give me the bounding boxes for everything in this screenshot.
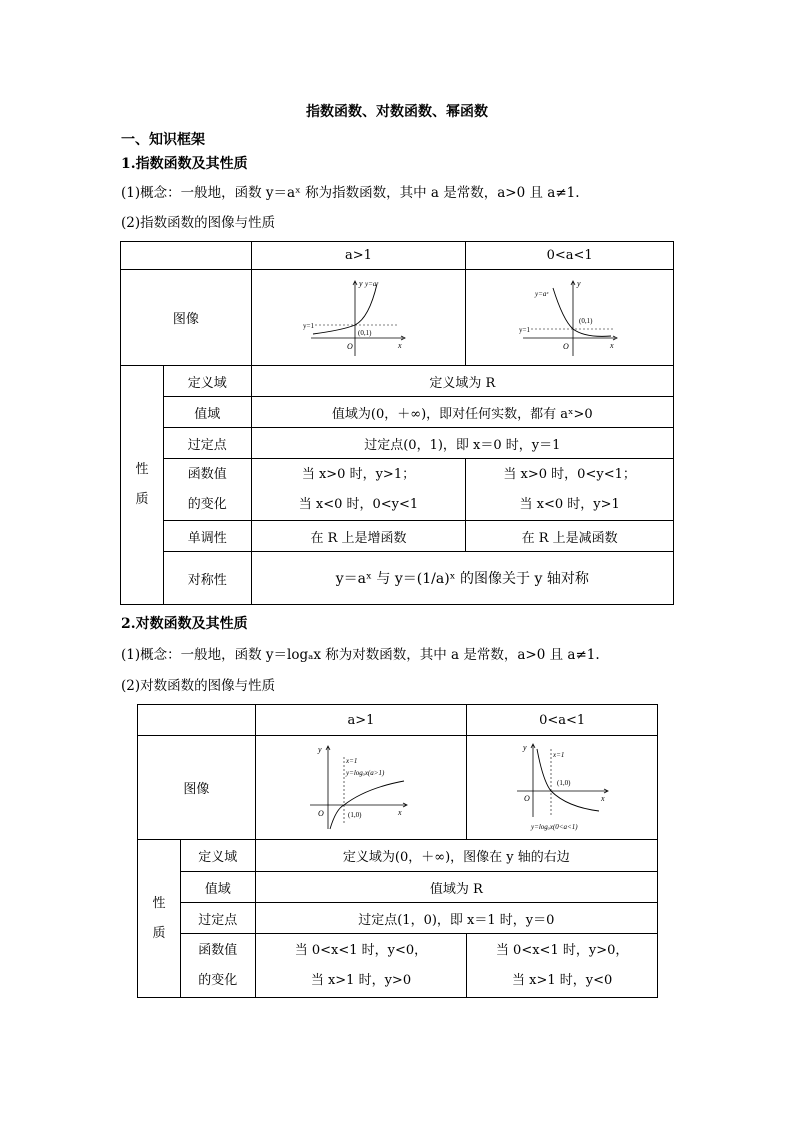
curve-label: y=aˣ — [534, 289, 548, 298]
properties-group-label: 性 质 — [138, 840, 181, 998]
origin-label: O — [317, 808, 324, 818]
exp-graph-a-lt-1-cell — [466, 270, 674, 366]
page-title: 指数函数、对数函数、幂函数 — [306, 104, 488, 120]
domain-value: 定义域为(0，＋∞)，图像在 y 轴的右边 — [255, 840, 657, 872]
origin-label: O — [562, 341, 569, 351]
range-value: 值域为(0，＋∞)，即对任何实数，都有 aˣ>0 — [251, 397, 673, 428]
header-empty-cell — [138, 705, 256, 736]
value-change-label: 函数值 的变化 — [163, 459, 251, 521]
value-change-a-gt-1: 当 0<x<1 时，y<0， 当 x>1 时，y>0 — [255, 934, 467, 998]
fixed-point-label: 过定点 — [180, 903, 255, 934]
range-value: 值域为 R — [255, 872, 657, 903]
x-axis-label: x — [609, 340, 614, 350]
header-a-lt-1: 0<a<1 — [467, 705, 658, 736]
origin-label: O — [347, 341, 354, 351]
x-axis-label: x — [398, 340, 403, 350]
fixed-point-label: 过定点 — [163, 428, 251, 459]
fixed-point-value: 过定点(1，0)，即 x＝1 时，y＝0 — [255, 903, 657, 934]
x-axis-label: x — [601, 793, 605, 803]
y-axis-label: y — [576, 278, 581, 288]
line-label: y=1 — [518, 325, 530, 334]
header-a-lt-1: 0<a<1 — [466, 242, 674, 270]
y-axis-label: y — [317, 744, 322, 754]
exp-graph-heading: (2)指数函数的图像与性质 — [121, 215, 276, 231]
exp-concept-text: (1)概念：一般地，函数 y＝aˣ 称为指数函数，其中 a 是常数，a>0 且 a≠1. — [121, 185, 580, 201]
curve-label: y=logₐx(0<a<1) — [531, 822, 578, 831]
fixed-point-value: 过定点(0，1)，即 x＝0 时，y＝1 — [251, 428, 673, 459]
x-axis-label: x — [397, 807, 402, 817]
header-a-gt-1: a>1 — [255, 705, 467, 736]
range-label: 值域 — [180, 872, 255, 903]
log-graph-heading: (2)对数函数的图像与性质 — [121, 678, 276, 694]
value-change-a-lt-1: 当 x>0 时，0<y<1； 当 x<0 时，y>1 — [466, 459, 674, 521]
header-a-gt-1: a>1 — [251, 242, 466, 270]
log-graph-a-lt-1-cell — [467, 736, 658, 840]
point-label: (0,1) — [578, 316, 593, 325]
value-change-a-gt-1: 当 x>0 时，y>1； 当 x<0 时，0<y<1 — [251, 459, 466, 521]
row-label-graph: 图像 — [121, 270, 252, 366]
curve-label: y=logₐx(a>1) — [345, 768, 385, 777]
point-label: (0,1) — [358, 328, 372, 337]
value-change-a-lt-1: 当 0<x<1 时，y>0， 当 x>1 时，y<0 — [467, 934, 658, 998]
point-label: (1,0) — [557, 778, 571, 787]
value-change-label: 函数值 的变化 — [180, 934, 255, 998]
symmetry-value: y＝aˣ 与 y＝(1/a)ˣ 的图像关于 y 轴对称 — [251, 552, 673, 605]
exp-graph-a-lt-1 — [515, 278, 625, 358]
properties-group-label: 性 质 — [121, 366, 164, 605]
log-graph-a-gt-1 — [306, 743, 416, 833]
subsection-heading-log: 2.对数函数及其性质 — [121, 616, 248, 632]
line-label: x=1 — [345, 756, 358, 765]
range-label: 值域 — [163, 397, 251, 428]
row-label-graph: 图像 — [138, 736, 256, 840]
monotonic-a-gt-1: 在 R 上是增函数 — [251, 521, 466, 552]
log-graph-a-lt-1 — [507, 741, 617, 835]
line-label: x=1 — [553, 750, 565, 759]
exp-graph-a-gt-1-cell — [251, 270, 466, 366]
section-heading: 一、知识框架 — [121, 132, 205, 148]
y-axis-label: y — [359, 278, 364, 288]
domain-label: 定义域 — [163, 366, 251, 397]
log-concept-text: (1)概念：一般地，函数 y＝logₐx 称为对数函数，其中 a 是常数，a>0 且 a≠1. — [121, 647, 600, 663]
exp-graph-a-gt-1 — [303, 278, 413, 358]
origin-label: O — [524, 793, 530, 803]
subsection-heading-exp: 1.指数函数及其性质 — [121, 156, 248, 172]
monotonic-label: 单调性 — [163, 521, 251, 552]
domain-label: 定义域 — [180, 840, 255, 872]
monotonic-a-lt-1: 在 R 上是减函数 — [466, 521, 674, 552]
line-label: y=1 — [303, 321, 315, 330]
exp-function-table — [120, 241, 674, 605]
log-graph-a-gt-1-cell — [255, 736, 467, 840]
symmetry-label: 对称性 — [163, 552, 251, 605]
y-axis-label: y — [523, 742, 527, 752]
header-empty-cell — [121, 242, 252, 270]
domain-value: 定义域为 R — [251, 366, 673, 397]
curve-label: y=aˣ — [365, 279, 379, 288]
point-label: (1,0) — [347, 810, 362, 819]
log-function-table — [137, 704, 658, 998]
